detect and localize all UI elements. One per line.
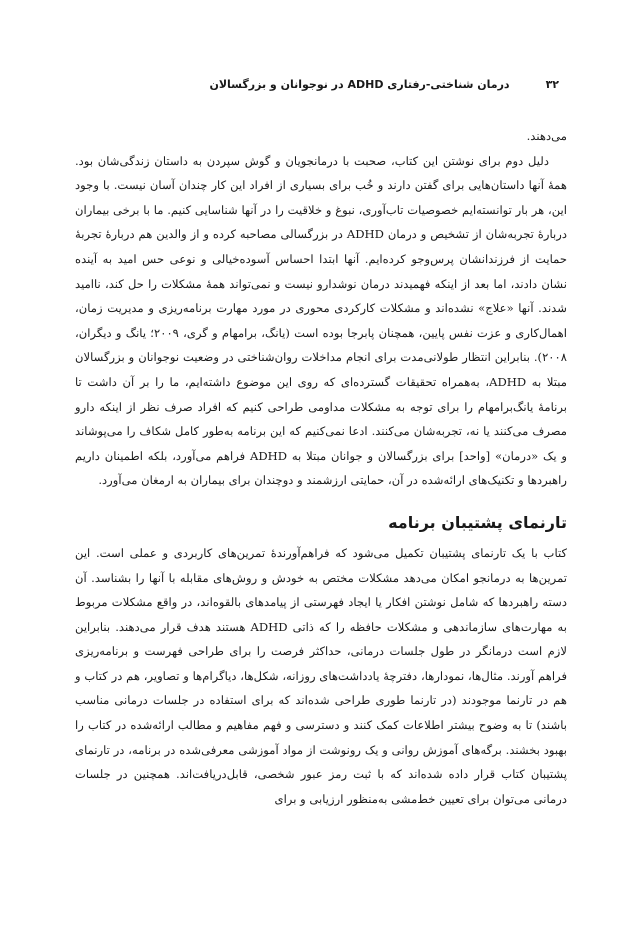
page-number: ۳۲ <box>545 78 559 91</box>
section-heading: تارنمای پشتیبان برنامه <box>388 512 567 532</box>
intro-paragraph: دلیل دوم برای نوشتن این کتاب، صحبت با درمانجویان و گوش سپردن به داستان زندگی‌شان بود. همهٔ آنها داستان‌هایی برای گفتن دارند و خُب برای بسیاری از افراد این کار چندان آسان نیست. با وجود این، هر بار توانسته‌ایم خصوصیات تاب‌آوری، نبوغ و خلاقیت را در آنها شناسایی کنیم. ما با برخی بیماران دربارهٔ تجربه‌شان از تشخیص و درمان ADHD در بزرگسالی مصاحبه کرده و از والدین هم دربارهٔ تجربهٔ حمایت از فرزندانشان پرس‌وجو کرده‌ایم. آنها ابتدا احساس آسوده‌خیالی و نوعی حس امید به آینده نشان دادند، اما بعد از اینکه فهمیدند درمان نوشدارو نیست و نمی‌تواند همهٔ مشکلات را حل کند، ناامید شدند. آنها «علاج» نشده‌اند و مشکلات کارکردی محوری در مورد مهارت برنامه‌ریزی و مدیریت زمان، اهمال‌کاری و عزت نفس پایین، همچنان پابرجا بوده است (یانگ، برامهام و گری، ۲۰۰۹؛ یانگ و دیگران، ۲۰۰۸). بنابراین انتظار طولانی‌مدت برای انجام مداخلات روان‌شناختی در وضعیت نوجوانان و بزرگسالان مبتلا به ADHD، به‌همراه تحقیقات گسترده‌ای که روی این موضوع داشته‌ایم، ما را بر آن داشت تا برنامهٔ یانگ‌برامهام را برای توجه به مشکلات مداومی طراحی کنیم که افراد صرف نظر از اینکه دارو مصرف می‌کنند یا نه، تجربه‌شان می‌کنند. ادعا نمی‌کنیم که این برنامه به‌طور کامل شکاف را می‌پوشاند و یک «درمان» [واحد] برای بزرگسالان و جوانان مبتلا به ADHD فراهم می‌آورد، بلکه اطمینان داریم راهبردها و تکنیک‌های ارائه‌شده در آن، حمایتی ارزشمند و دوچندان برای بیماران به ارمغان می‌آورد. <box>75 153 568 488</box>
intro-body <box>75 124 567 493</box>
running-title: درمان شناختی-رفتاری ADHD در نوجوانان و بزرگسالان <box>209 78 510 91</box>
book-page <box>75 78 567 811</box>
section-body <box>75 541 567 812</box>
running-header <box>75 78 567 104</box>
section-paragraph: کتاب با یک تارنمای پشتیبان تکمیل می‌شود که فراهم‌آورندهٔ تمرین‌های کاربردی و عملی است. این تمرین‌ها به درمانجو امکان می‌دهد مشکلات مختص به خودش و روش‌های مقابله با آنها را بشناسد. آن دسته راهبردها که شامل نوشتن افکار یا ایجاد فهرستی از پیامدهای بالقوه‌اند، در واقع مشکلات مربوط به مهارت‌های سازماندهی و مشکلات حافظه را که ذاتی ADHD هستند هدف قرار می‌دهند. بنابراین لازم است درمانگر در طول جلسات درمانی، حداکثر فرصت را برای طراحی فهرست و برنامه‌ریزی فراهم آورند. مثال‌ها، نمودارها، دفترچهٔ یادداشت‌های روزانه، شکل‌ها، دیاگرام‌ها و تصاویر، هم در کتاب و هم در تارنما موجودند (در تارنما طوری طراحی شده‌اند که برای استفاده در جلسات درمانی مناسب باشند) تا به وضوح بیشتر اطلاعات کمک کنند و دسترسی و فهم مفاهیم و مطالب ارائه‌شده در کتاب را بهبود بخشند. برگه‌های آموزش روانی و یک رونوشت از مواد آموزشی معرفی‌شده در برنامه، در تارنمای پشتیبان کتاب قرار داده شده‌اند که با ثبت رمز عبور شخصی، قابل‌دریافت‌اند. همچنین در جلسات درمانی می‌توان برای تعیین خط‌مشی به‌منظور ارزیابی و برای <box>75 545 567 806</box>
intro-continuation: می‌دهند. <box>526 129 567 143</box>
